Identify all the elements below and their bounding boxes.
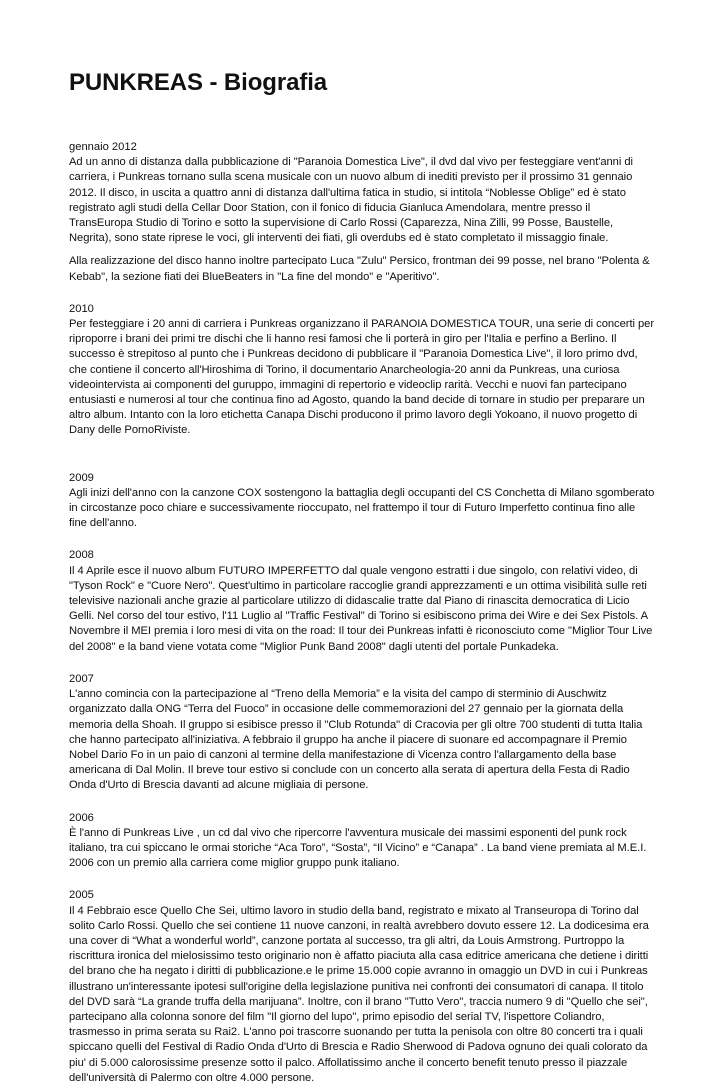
section-2007	[69, 672, 656, 794]
section-paragraph: Alla realizzazione del disco hanno inoltre partecipato Luca "Zulu" Persico, frontman dei 99 posse, nel brano "Polenta & Kebab", la sezione fiati dei BlueBeaters in "La fine del mondo" e "Aperitivo".	[69, 255, 650, 283]
section-date: 2007	[69, 672, 94, 685]
section-2009	[69, 471, 656, 532]
section-paragraph: Ad un anno di distanza dalla pubblicazione di "Paranoia Domestica Live", il dvd dal vivo per festeggiare vent'anni di carriera, i Punkreas tornano sulla scena musicale con un nuovo album di inediti previsto per il prossimo 31 gennaio 2012. Il disco, in uscita a quattro anni di distanza dall'ultima fatica in studio, si intitola “Noblesse Oblige” ed è stato registrato agli studi della Cellar Door Station, con il fonico di fiducia Gianluca Amendolara, mentre presso il TransEuropa Studio di Torino e sotto la supervisione di Carlo Rossi (Caparezza, Nina Zilli, 99 Posse, Baustelle, Negrita), sono state riprese le voci, gli interventi dei fiati, gli overdubs ed è stato completato il missaggio finale.	[69, 156, 633, 245]
section-date: 2005	[69, 889, 94, 902]
section-2010	[69, 302, 656, 439]
section-2008	[69, 548, 656, 654]
section-date: 2006	[69, 811, 94, 824]
section-paragraph: Per festeggiare i 20 anni di carriera i Punkreas organizzano il PARANOIA DOMESTICA TOUR, una serie di concerti per riproporre i brani dei primi tre dischi che li hanno resi famosi che li porterà in giro per l'Italia e perfino a Berlino. Il successo è strepitoso al punto che i Punkreas decidono di pubblicare il "Paranoia Domestica Live", il loro primo dvd, che contiene il concerto all'Hiroshima di Torino, il documentario Anarcheologia-20 anni da Punkreas, una curiosa videointervista ai componenti del guruppo, immagini di repertorio e videoclip rarità. Vecchi e nuovi fan partecipano entusiasti e numerosi al tour che continua fino ad Agosto, quando la band decide di tornare in studio per preparare un altro album. Intanto con la loro etichetta Canapa Dischi producono il primo lavoro degli Yokoano, il nuovo progetto di Dany delle PornoRiviste.	[69, 318, 655, 437]
page-title: PUNKREAS - Biografia	[69, 69, 328, 96]
section-paragraph: Il 4 Febbraio esce Quello Che Sei, ultimo lavoro in studio della band, registrato e mixato al Transeuropa di Torino dal solito Carlo Rossi. Quello che sei contiene 11 nuove canzoni, in realtà avrebbero dovuto essere 12. La dodicesima era una cover di “What a wonderful world”, canzone portata al successo, tra gli altri, da Louis Armstrong. Purtroppo la riscrittura ironica del mielosissimo testo originario non è affatto piaciuta alla casa editrice americana che detiene i diritti del brano che ha negato i diritti di pubblicazione.e le prime 15.000 copie avranno in omaggio un DVD in cui i Punkreas illustrano un'interessante ipotesi sull'origine della legislazione punitiva nei confronti dei consumatori di canapa. Il titolo del DVD sarà “La grande truffa della marijuana”. Inoltre, con il brano "Tutto Vero", traccia numero 9 di "Quello che sei", partecipano alla colonna sonore del film "Il giorno del lupo", primo episodio del serial TV, l'ispettore Coliandro, trasmesso in prima serata su Rai2. L'anno poi trascorre suonando per tutta la penisola con oltre 80 concerti tra i quali spiccano quelli del Festival di Radio Onda d'Urto di Brescia e Radio Sherwood di Padova ognuno dei quali colorato da piu' di 5.000 calorosissime presenze sotto il palco. Affollatissimo anche il concerto benefit tenuto presso il piazzale dell'università di Palermo con oltre 4.000 persone.	[69, 904, 649, 1084]
section-paragraph: È l'anno di Punkreas Live , un cd dal vivo che ripercorre l'avventura musicale dei massimi esponenti del punk rock italiano, tra cui spiccano le ormai storiche “Aca Toro”, “Sosta”, “Il Vicino” e “Canapa” . La band viene premiata al M.E.I. 2006 con un premio alla carriera come miglior gruppo punk italiano.	[69, 826, 647, 870]
section-2005	[69, 888, 656, 1086]
section-2006	[69, 811, 656, 872]
document-page	[69, 66, 656, 1086]
section-date: 2009	[69, 471, 94, 484]
section-date: 2010	[69, 302, 94, 315]
biography-sections	[69, 140, 656, 1086]
section-paragraph: Agli inizi dell'anno con la canzone COX sostengono la battaglia degli occupanti del CS Conchetta di Milano sgomberato in circostanze poco chiare e successivamente rioccupato, nel frattempo il tour di Futuro Imperfetto continua fino alle fine dell'anno.	[69, 486, 655, 530]
section-paragraph: L'anno comincia con la partecipazione al “Treno della Memoria” e la visita del campo di sterminio di Auschwitz organizzato dalla ONG “Terra del Fuoco” in occasione delle commemorazioni del 27 gennaio per la giornata della memoria della Shoah. Il gruppo si esibisce presso il "Club Rotunda" di Cracovia per gli oltre 700 studenti di tutta Italia che hanno partecipato all'iniziativa. A febbraio il gruppo ha anche il piacere di suonare ed accompagnare il Premio Nobel Dario Fo in un paio di canzoni al termine della manifestazione di Vicenza contro l'allargamento della base americana di Dal Molin. Il breve tour estivo si conclude con un concerto alla serata di apertura della Festa di Radio Onda d'Urto di Brescia davanti ad alcune migliaia di persone.	[69, 688, 643, 792]
section-2012	[69, 140, 656, 285]
section-paragraph: Il 4 Aprile esce il nuovo album FUTURO IMPERFETTO dal quale vengono estratti i due singolo, con relativi video, di "Tyson Rock" e "Cuore Nero". Quest'ultimo in particolare raccoglie grandi apprezzamenti e un ottima visibilità sulle reti televisive nazionali anche grazie al particolare utilizzo di didascalie tratte dal Piano di rinascita democratica di Licio Gelli. Nel corso del tour estivo, l'11 Luglio al "Traffic Festival" di Torino si esibiscono prima dei Wire e dei Sex Pistols. A Novembre il MEI premia i loro mesi di vita on the road: Il tour dei Punkreas infatti è riconosciuto come "Miglior Tour Live del 2008" e la band viene votata come "Miglior Punk Band 2008" dagli utenti del portale Punkadeka.	[69, 564, 653, 653]
section-date: 2008	[69, 549, 94, 562]
section-date: gennaio 2012	[69, 141, 137, 153]
